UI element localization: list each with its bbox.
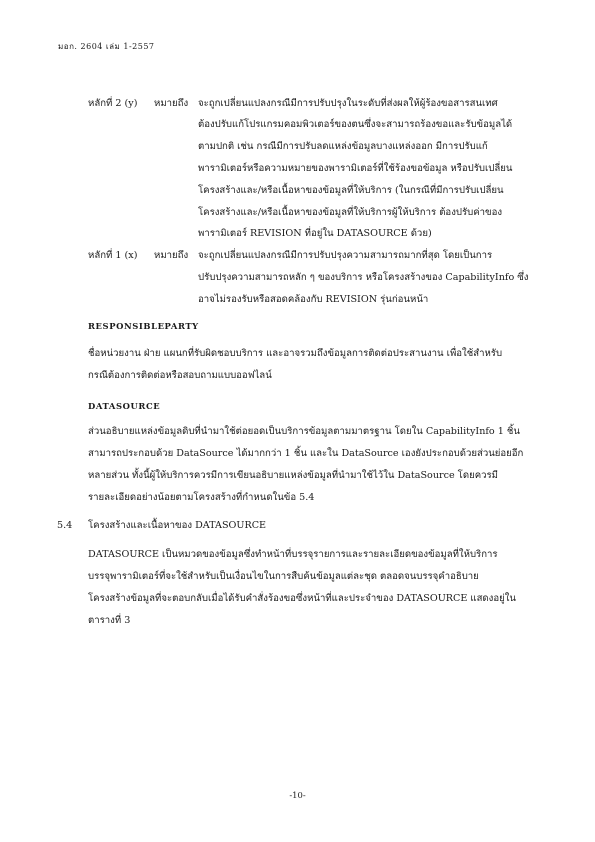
rule-y-line: ต้องปรับแก้โปรแกรมคอมพิวเตอร์ของตนซึ่งจะสามารถร้องขอและรับข้อมูลได้ — [198, 119, 513, 130]
section-line: บรรจุพารามิเตอร์ที่จะใช้สำหรับเป็นเงื่อนไขในการสืบค้นข้อมูลแต่ละชุด ตลอดจนบรรจุคำอธิบาย — [88, 571, 479, 582]
rule-y-line: ตามปกติ เช่น กรณีมีการปรับลดแหล่งข้อมูลบางแหล่งออก มีการปรับแก้ — [198, 141, 488, 152]
rule-x-label: หลักที่ 1 (x) — [88, 250, 138, 261]
section-title: โครงสร้างและเนื้อหาของ DATASOURCE — [88, 520, 267, 531]
datasource-line: สามารถประกอบด้วย DataSource ได้มากกว่า 1 ชิ้น และใน DataSource เองยังประกอบด้วยส่วนย่อยอีก — [88, 448, 524, 459]
rule-y-line: พารามิเตอร์ REVISION ที่อยู่ใน DATASOURCE ด้วย) — [198, 228, 432, 239]
rule-y-line: โครงสร้างและ/หรือเนื้อหาของข้อมูลที่ให้บริการ (ในกรณีที่มีการปรับเปลี่ยน — [198, 185, 504, 196]
rule-y-means: หมายถึง — [154, 98, 189, 109]
datasource-heading: DATASOURCE — [88, 401, 161, 411]
rule-y-line: พารามิเตอร์หรือความหมายของพารามิเตอร์ที่ใช้ร้องขอข้อมูล หรือปรับเปลี่ยน — [198, 163, 513, 174]
section-line: ตารางที่ 3 — [88, 615, 131, 626]
responsibleparty-heading: RESPONSIBLEPARTY — [88, 321, 199, 331]
rule-y-line: โครงสร้างและ/หรือเนื้อหาของข้อมูลที่ให้บริการผู้ให้บริการ ต้องปรับค่าของ — [198, 207, 503, 218]
rule-y-line: จะถูกเปลี่ยนแปลงกรณีมีการปรับปรุงในระดับที่ส่งผลให้ผู้ร้องขอสารสนเทศ — [198, 98, 498, 109]
datasource-line: ส่วนอธิบายแหล่งข้อมูลดิบที่นำมาใช้ต่อยอดเป็นบริการข้อมูลตามมาตรฐาน โดยใน CapabilityInfo 1 ชิ้น — [88, 426, 520, 437]
responsibleparty-line: กรณีต้องการติดต่อหรือสอบถามแบบออฟไลน์ — [88, 370, 272, 381]
section-line: DATASOURCE เป็นหมวดของข้อมูลซึ่งทำหน้าที่บรรจุรายการและรายละเอียดของข้อมูลที่ให้บริการ — [88, 549, 498, 560]
rule-x-line: อาจไม่รองรับหรือสอดคล้องกับ REVISION รุ่นก่อนหน้า — [198, 294, 429, 305]
rule-x-line: จะถูกเปลี่ยนแปลงกรณีมีการปรับปรุงความสามารถมากที่สุด โดยเป็นการ — [198, 250, 493, 261]
responsibleparty-line: ชื่อหน่วยงาน ฝ่าย แผนกที่รับผิดชอบบริการ และอาจรวมถึงข้อมูลการติดต่อประสานงาน เพื่อใช้สำหรับ — [88, 348, 503, 359]
page-number: -10- — [289, 790, 306, 800]
datasource-line: รายละเอียดอย่างน้อยตามโครงสร้างที่กำหนดในข้อ 5.4 — [88, 492, 315, 503]
section-number: 5.4 — [57, 520, 73, 531]
document-header: มอก. 2604 เล่ม 1-2557 — [58, 42, 155, 51]
rule-x-line: ปรับปรุงความสามารถหลัก ๆ ของบริการ หรือโครงสร้างของ CapabilityInfo ซึ่ง — [198, 272, 529, 283]
rule-x-means: หมายถึง — [154, 250, 189, 261]
datasource-line: หลายส่วน ทั้งนี้ผู้ให้บริการควรมีการเขียนอธิบายแหล่งข้อมูลที่นำมาใช้ไว้ใน DataSource โดยควรมี — [88, 470, 498, 481]
rule-y-label: หลักที่ 2 (y) — [88, 98, 138, 109]
section-line: โครงสร้างข้อมูลที่จะตอบกลับเมื่อได้รับคำสั่งร้องขอซึ่งหน้าที่และประจำของ DATASOURCE แสดงอยู่ใน — [88, 593, 516, 604]
